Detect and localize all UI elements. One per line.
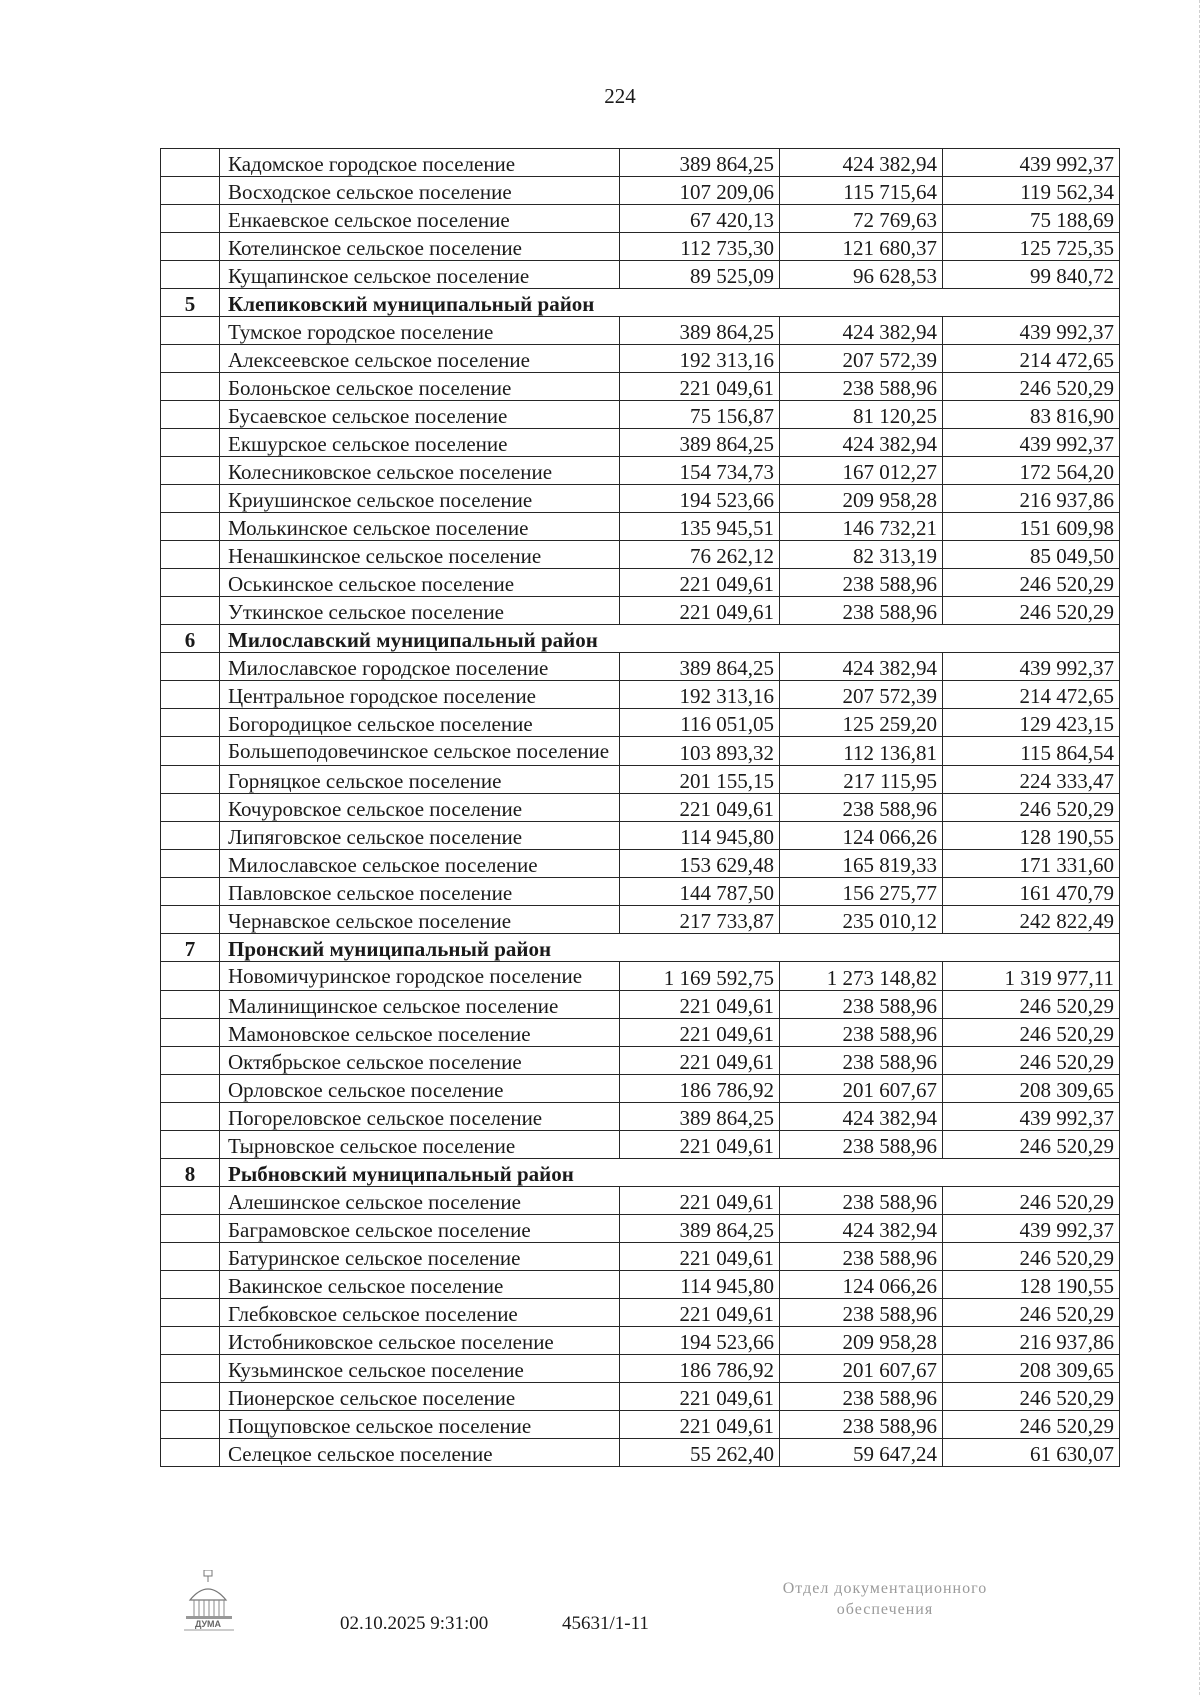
- value-year-1: 1 169 592,75: [620, 962, 780, 991]
- table-row: [161, 1299, 1120, 1327]
- value-year-3: 439 992,37: [943, 149, 1120, 177]
- row-number-cell: [161, 1327, 220, 1355]
- value-year-2: 238 588,96: [780, 1047, 943, 1075]
- settlement-name: Молькинское сельское поселение: [220, 513, 620, 541]
- value-year-1: 192 313,16: [620, 681, 780, 709]
- value-year-2: 121 680,37: [780, 233, 943, 261]
- value-year-3: 246 520,29: [943, 1411, 1120, 1439]
- table-row: [161, 345, 1120, 373]
- value-year-1: 221 049,61: [620, 1383, 780, 1411]
- table-row: [161, 569, 1120, 597]
- table-row: [161, 233, 1120, 261]
- row-number-cell: [161, 766, 220, 794]
- value-year-1: 221 049,61: [620, 1243, 780, 1271]
- value-year-2: 165 819,33: [780, 850, 943, 878]
- settlement-name: Ненашкинское сельское поселение: [220, 541, 620, 569]
- value-year-1: 186 786,92: [620, 1355, 780, 1383]
- value-year-1: 194 523,66: [620, 485, 780, 513]
- settlement-name: Новомичуринское городское поселение: [220, 962, 620, 991]
- table-row: [161, 1355, 1120, 1383]
- settlement-name: Большеподовечинское сельское поселение: [220, 737, 620, 766]
- table-row: [161, 822, 1120, 850]
- value-year-3: 439 992,37: [943, 1215, 1120, 1243]
- value-year-3: 99 840,72: [943, 261, 1120, 289]
- value-year-2: 238 588,96: [780, 1131, 943, 1159]
- row-number-cell: [161, 569, 220, 597]
- value-year-2: 238 588,96: [780, 1299, 943, 1327]
- settlement-name: Болоньское сельское поселение: [220, 373, 620, 401]
- row-number-cell: [161, 709, 220, 737]
- value-year-3: 246 520,29: [943, 1187, 1120, 1215]
- row-number-cell: [161, 317, 220, 345]
- value-year-1: 194 523,66: [620, 1327, 780, 1355]
- row-number-cell: [161, 794, 220, 822]
- value-year-1: 389 864,25: [620, 653, 780, 681]
- value-year-2: 124 066,26: [780, 1271, 943, 1299]
- row-number-cell: [161, 1075, 220, 1103]
- table-row: [161, 457, 1120, 485]
- row-number-cell: [161, 429, 220, 457]
- value-year-2: 424 382,94: [780, 653, 943, 681]
- value-year-1: 116 051,05: [620, 709, 780, 737]
- value-year-3: 61 630,07: [943, 1439, 1120, 1467]
- table-row: [161, 737, 1120, 766]
- value-year-3: 246 520,29: [943, 1299, 1120, 1327]
- value-year-2: 238 588,96: [780, 1243, 943, 1271]
- table-row: [161, 991, 1120, 1019]
- value-year-2: 112 136,81: [780, 737, 943, 766]
- settlement-name: Пощуповское сельское поселение: [220, 1411, 620, 1439]
- value-year-1: 186 786,92: [620, 1075, 780, 1103]
- row-number-cell: [161, 1047, 220, 1075]
- value-year-1: 114 945,80: [620, 822, 780, 850]
- settlement-name: Кузьминское сельское поселение: [220, 1355, 620, 1383]
- settlement-name: Криушинское сельское поселение: [220, 485, 620, 513]
- value-year-1: 201 155,15: [620, 766, 780, 794]
- row-number-cell: [161, 962, 220, 991]
- row-number-cell: [161, 1215, 220, 1243]
- value-year-1: 389 864,25: [620, 1103, 780, 1131]
- value-year-2: 72 769,63: [780, 205, 943, 233]
- district-number: 6: [161, 625, 220, 653]
- row-number-cell: [161, 149, 220, 177]
- department-stamp: [720, 1578, 1050, 1620]
- row-number-cell: [161, 1103, 220, 1131]
- table-row: [161, 1019, 1120, 1047]
- row-number-cell: [161, 485, 220, 513]
- value-year-2: 209 958,28: [780, 485, 943, 513]
- district-row: [161, 625, 1120, 653]
- value-year-1: 103 893,32: [620, 737, 780, 766]
- value-year-3: 83 816,90: [943, 401, 1120, 429]
- value-year-2: 115 715,64: [780, 177, 943, 205]
- value-year-2: 424 382,94: [780, 1215, 943, 1243]
- value-year-1: 192 313,16: [620, 345, 780, 373]
- value-year-2: 238 588,96: [780, 569, 943, 597]
- row-number-cell: [161, 597, 220, 625]
- value-year-3: 246 520,29: [943, 1019, 1120, 1047]
- table-row: [161, 1047, 1120, 1075]
- district-row: [161, 289, 1120, 317]
- value-year-3: 208 309,65: [943, 1075, 1120, 1103]
- footer-datetime: 02.10.2025 9:31:00: [340, 1613, 489, 1634]
- value-year-1: 75 156,87: [620, 401, 780, 429]
- value-year-1: 67 420,13: [620, 205, 780, 233]
- district-row: [161, 934, 1120, 962]
- district-number: 8: [161, 1159, 220, 1187]
- table-row: [161, 1327, 1120, 1355]
- value-year-2: 209 958,28: [780, 1327, 943, 1355]
- table-row: [161, 373, 1120, 401]
- table-row: [161, 429, 1120, 457]
- table-row: [161, 177, 1120, 205]
- stamp-line-2: обеспечения: [836, 1601, 934, 1618]
- value-year-2: 1 273 148,82: [780, 962, 943, 991]
- table-row: [161, 653, 1120, 681]
- settlement-name: Милославское городское поселение: [220, 653, 620, 681]
- table-row: [161, 1215, 1120, 1243]
- value-year-1: 144 787,50: [620, 878, 780, 906]
- value-year-3: 129 423,15: [943, 709, 1120, 737]
- value-year-2: 424 382,94: [780, 1103, 943, 1131]
- value-year-2: 424 382,94: [780, 317, 943, 345]
- value-year-3: 172 564,20: [943, 457, 1120, 485]
- value-year-3: 246 520,29: [943, 1131, 1120, 1159]
- value-year-3: 128 190,55: [943, 1271, 1120, 1299]
- row-number-cell: [161, 1411, 220, 1439]
- value-year-1: 221 049,61: [620, 1187, 780, 1215]
- value-year-1: 55 262,40: [620, 1439, 780, 1467]
- value-year-3: 125 725,35: [943, 233, 1120, 261]
- value-year-3: 246 520,29: [943, 569, 1120, 597]
- value-year-3: 246 520,29: [943, 1047, 1120, 1075]
- table-row: [161, 597, 1120, 625]
- value-year-1: 389 864,25: [620, 1215, 780, 1243]
- row-number-cell: [161, 373, 220, 401]
- row-number-cell: [161, 1187, 220, 1215]
- table-row: [161, 709, 1120, 737]
- value-year-1: 89 525,09: [620, 261, 780, 289]
- value-year-3: 208 309,65: [943, 1355, 1120, 1383]
- value-year-1: 221 049,61: [620, 794, 780, 822]
- settlement-name: Глебковское сельское поселение: [220, 1299, 620, 1327]
- settlement-name: Павловское сельское поселение: [220, 878, 620, 906]
- value-year-3: 115 864,54: [943, 737, 1120, 766]
- value-year-3: 75 188,69: [943, 205, 1120, 233]
- value-year-2: 201 607,67: [780, 1075, 943, 1103]
- table-row: [161, 401, 1120, 429]
- district-row: [161, 1159, 1120, 1187]
- district-name: Клепиковский муниципальный район: [220, 289, 1120, 317]
- settlement-name: Бусаевское сельское поселение: [220, 401, 620, 429]
- value-year-2: 238 588,96: [780, 1411, 943, 1439]
- row-number-cell: [161, 1355, 220, 1383]
- value-year-2: 59 647,24: [780, 1439, 943, 1467]
- table-row: [161, 317, 1120, 345]
- settlement-name: Милославское сельское поселение: [220, 850, 620, 878]
- settlement-name: Чернавское сельское поселение: [220, 906, 620, 934]
- district-name: Пронский муниципальный район: [220, 934, 1120, 962]
- table-row: [161, 1439, 1120, 1467]
- row-number-cell: [161, 205, 220, 233]
- value-year-2: 207 572,39: [780, 345, 943, 373]
- settlement-name: Алексеевское сельское поселение: [220, 345, 620, 373]
- row-number-cell: [161, 1131, 220, 1159]
- value-year-3: 246 520,29: [943, 794, 1120, 822]
- value-year-2: 82 313,19: [780, 541, 943, 569]
- settlement-name: Липяговское сельское поселение: [220, 822, 620, 850]
- value-year-1: 221 049,61: [620, 1019, 780, 1047]
- table-row: [161, 1411, 1120, 1439]
- settlement-name: Мамоновское сельское поселение: [220, 1019, 620, 1047]
- value-year-3: 85 049,50: [943, 541, 1120, 569]
- value-year-3: 439 992,37: [943, 429, 1120, 457]
- settlement-name: Кадомское городское поселение: [220, 149, 620, 177]
- settlement-name: Погореловское сельское поселение: [220, 1103, 620, 1131]
- row-number-cell: [161, 541, 220, 569]
- scan-edge-divider: [1196, 0, 1200, 1695]
- table-row: [161, 1187, 1120, 1215]
- table-row: [161, 681, 1120, 709]
- settlement-name: Октябрьское сельское поселение: [220, 1047, 620, 1075]
- value-year-1: 221 049,61: [620, 1411, 780, 1439]
- district-number: 7: [161, 934, 220, 962]
- table-row: [161, 878, 1120, 906]
- value-year-3: 246 520,29: [943, 373, 1120, 401]
- table-row: [161, 1075, 1120, 1103]
- row-number-cell: [161, 1019, 220, 1047]
- value-year-1: 221 049,61: [620, 991, 780, 1019]
- value-year-2: 156 275,77: [780, 878, 943, 906]
- row-number-cell: [161, 261, 220, 289]
- table-body: [161, 149, 1120, 1467]
- value-year-3: 161 470,79: [943, 878, 1120, 906]
- row-number-cell: [161, 822, 220, 850]
- settlement-name: Тырновское сельское поселение: [220, 1131, 620, 1159]
- value-year-2: 201 607,67: [780, 1355, 943, 1383]
- row-number-cell: [161, 737, 220, 766]
- budget-table: [160, 148, 1120, 1467]
- settlement-name: Колесниковское сельское поселение: [220, 457, 620, 485]
- table-row: [161, 906, 1120, 934]
- settlement-name: Горняцкое сельское поселение: [220, 766, 620, 794]
- row-number-cell: [161, 177, 220, 205]
- value-year-1: 135 945,51: [620, 513, 780, 541]
- stamp-line-1: Отдел документационного: [782, 1580, 988, 1597]
- value-year-1: 221 049,61: [620, 1047, 780, 1075]
- table-row: [161, 513, 1120, 541]
- row-number-cell: [161, 1383, 220, 1411]
- value-year-2: 125 259,20: [780, 709, 943, 737]
- settlement-name: Кочуровское сельское поселение: [220, 794, 620, 822]
- value-year-2: 217 115,95: [780, 766, 943, 794]
- value-year-3: 242 822,49: [943, 906, 1120, 934]
- table-row: [161, 1243, 1120, 1271]
- value-year-1: 221 049,61: [620, 597, 780, 625]
- row-number-cell: [161, 906, 220, 934]
- page-number: 224: [604, 84, 636, 108]
- row-number-cell: [161, 850, 220, 878]
- value-year-1: 76 262,12: [620, 541, 780, 569]
- value-year-2: 96 628,53: [780, 261, 943, 289]
- settlement-name: Центральное городское поселение: [220, 681, 620, 709]
- settlement-name: Баграмовское сельское поселение: [220, 1215, 620, 1243]
- settlement-name: Вакинское сельское поселение: [220, 1271, 620, 1299]
- value-year-2: 238 588,96: [780, 794, 943, 822]
- table-row: [161, 962, 1120, 991]
- value-year-1: 221 049,61: [620, 1131, 780, 1159]
- value-year-3: 246 520,29: [943, 597, 1120, 625]
- value-year-2: 238 588,96: [780, 373, 943, 401]
- value-year-2: 238 588,96: [780, 1187, 943, 1215]
- settlement-name: Батуринское сельское поселение: [220, 1243, 620, 1271]
- duma-logo-icon: [180, 1570, 240, 1632]
- value-year-1: 221 049,61: [620, 569, 780, 597]
- value-year-3: 151 609,98: [943, 513, 1120, 541]
- settlement-name: Оськинское сельское поселение: [220, 569, 620, 597]
- table-row: [161, 541, 1120, 569]
- value-year-3: 246 520,29: [943, 991, 1120, 1019]
- value-year-3: 246 520,29: [943, 1383, 1120, 1411]
- value-year-3: 439 992,37: [943, 653, 1120, 681]
- table-row: [161, 205, 1120, 233]
- value-year-2: 207 572,39: [780, 681, 943, 709]
- row-number-cell: [161, 233, 220, 261]
- table-row: [161, 1131, 1120, 1159]
- value-year-3: 214 472,65: [943, 345, 1120, 373]
- district-number: 5: [161, 289, 220, 317]
- table-row: [161, 261, 1120, 289]
- row-number-cell: [161, 1439, 220, 1467]
- row-number-cell: [161, 991, 220, 1019]
- value-year-2: 424 382,94: [780, 429, 943, 457]
- value-year-1: 389 864,25: [620, 149, 780, 177]
- value-year-3: 214 472,65: [943, 681, 1120, 709]
- settlement-name: Орловское сельское поселение: [220, 1075, 620, 1103]
- value-year-2: 238 588,96: [780, 1019, 943, 1047]
- settlement-name: Уткинское сельское поселение: [220, 597, 620, 625]
- value-year-3: 246 520,29: [943, 1243, 1120, 1271]
- value-year-3: 216 937,86: [943, 1327, 1120, 1355]
- value-year-1: 107 209,06: [620, 177, 780, 205]
- value-year-1: 221 049,61: [620, 1299, 780, 1327]
- logo-text: ДУМА: [194, 1619, 222, 1629]
- value-year-3: 216 937,86: [943, 485, 1120, 513]
- settlement-name: Пионерское сельское поселение: [220, 1383, 620, 1411]
- value-year-3: 119 562,34: [943, 177, 1120, 205]
- settlement-name: Восходское сельское поселение: [220, 177, 620, 205]
- table-row: [161, 1383, 1120, 1411]
- settlement-name: Котелинское сельское поселение: [220, 233, 620, 261]
- value-year-2: 146 732,21: [780, 513, 943, 541]
- row-number-cell: [161, 345, 220, 373]
- value-year-2: 424 382,94: [780, 149, 943, 177]
- row-number-cell: [161, 401, 220, 429]
- value-year-3: 439 992,37: [943, 317, 1120, 345]
- settlement-name: Екшурское сельское поселение: [220, 429, 620, 457]
- row-number-cell: [161, 513, 220, 541]
- value-year-1: 389 864,25: [620, 429, 780, 457]
- table-row: [161, 485, 1120, 513]
- value-year-2: 81 120,25: [780, 401, 943, 429]
- value-year-2: 167 012,27: [780, 457, 943, 485]
- value-year-2: 238 588,96: [780, 1383, 943, 1411]
- row-number-cell: [161, 1271, 220, 1299]
- district-name: Милославский муниципальный район: [220, 625, 1120, 653]
- value-year-3: 171 331,60: [943, 850, 1120, 878]
- table-row: [161, 1103, 1120, 1131]
- settlement-name: Енкаевское сельское поселение: [220, 205, 620, 233]
- settlement-name: Истобниковское сельское поселение: [220, 1327, 620, 1355]
- table-row: [161, 766, 1120, 794]
- row-number-cell: [161, 681, 220, 709]
- row-number-cell: [161, 878, 220, 906]
- table-row: [161, 850, 1120, 878]
- value-year-3: 128 190,55: [943, 822, 1120, 850]
- value-year-1: 114 945,80: [620, 1271, 780, 1299]
- value-year-3: 1 319 977,11: [943, 962, 1120, 991]
- value-year-3: 439 992,37: [943, 1103, 1120, 1131]
- value-year-2: 238 588,96: [780, 597, 943, 625]
- settlement-name: Селецкое сельское поселение: [220, 1439, 620, 1467]
- row-number-cell: [161, 1299, 220, 1327]
- table-row: [161, 794, 1120, 822]
- row-number-cell: [161, 653, 220, 681]
- settlement-name: Богородицкое сельское поселение: [220, 709, 620, 737]
- settlement-name: Алешинское сельское поселение: [220, 1187, 620, 1215]
- district-name: Рыбновский муниципальный район: [220, 1159, 1120, 1187]
- settlement-name: Кущапинское сельское поселение: [220, 261, 620, 289]
- value-year-3: 224 333,47: [943, 766, 1120, 794]
- value-year-1: 389 864,25: [620, 317, 780, 345]
- settlement-name: Малинищинское сельское поселение: [220, 991, 620, 1019]
- value-year-1: 217 733,87: [620, 906, 780, 934]
- value-year-1: 154 734,73: [620, 457, 780, 485]
- value-year-2: 235 010,12: [780, 906, 943, 934]
- footer-doc-code: 45631/1-11: [562, 1613, 649, 1634]
- value-year-2: 238 588,96: [780, 991, 943, 1019]
- table-row: [161, 1271, 1120, 1299]
- value-year-1: 112 735,30: [620, 233, 780, 261]
- table-row: [161, 149, 1120, 177]
- value-year-1: 153 629,48: [620, 850, 780, 878]
- row-number-cell: [161, 1243, 220, 1271]
- settlement-name: Тумское городское поселение: [220, 317, 620, 345]
- value-year-1: 221 049,61: [620, 373, 780, 401]
- value-year-2: 124 066,26: [780, 822, 943, 850]
- row-number-cell: [161, 457, 220, 485]
